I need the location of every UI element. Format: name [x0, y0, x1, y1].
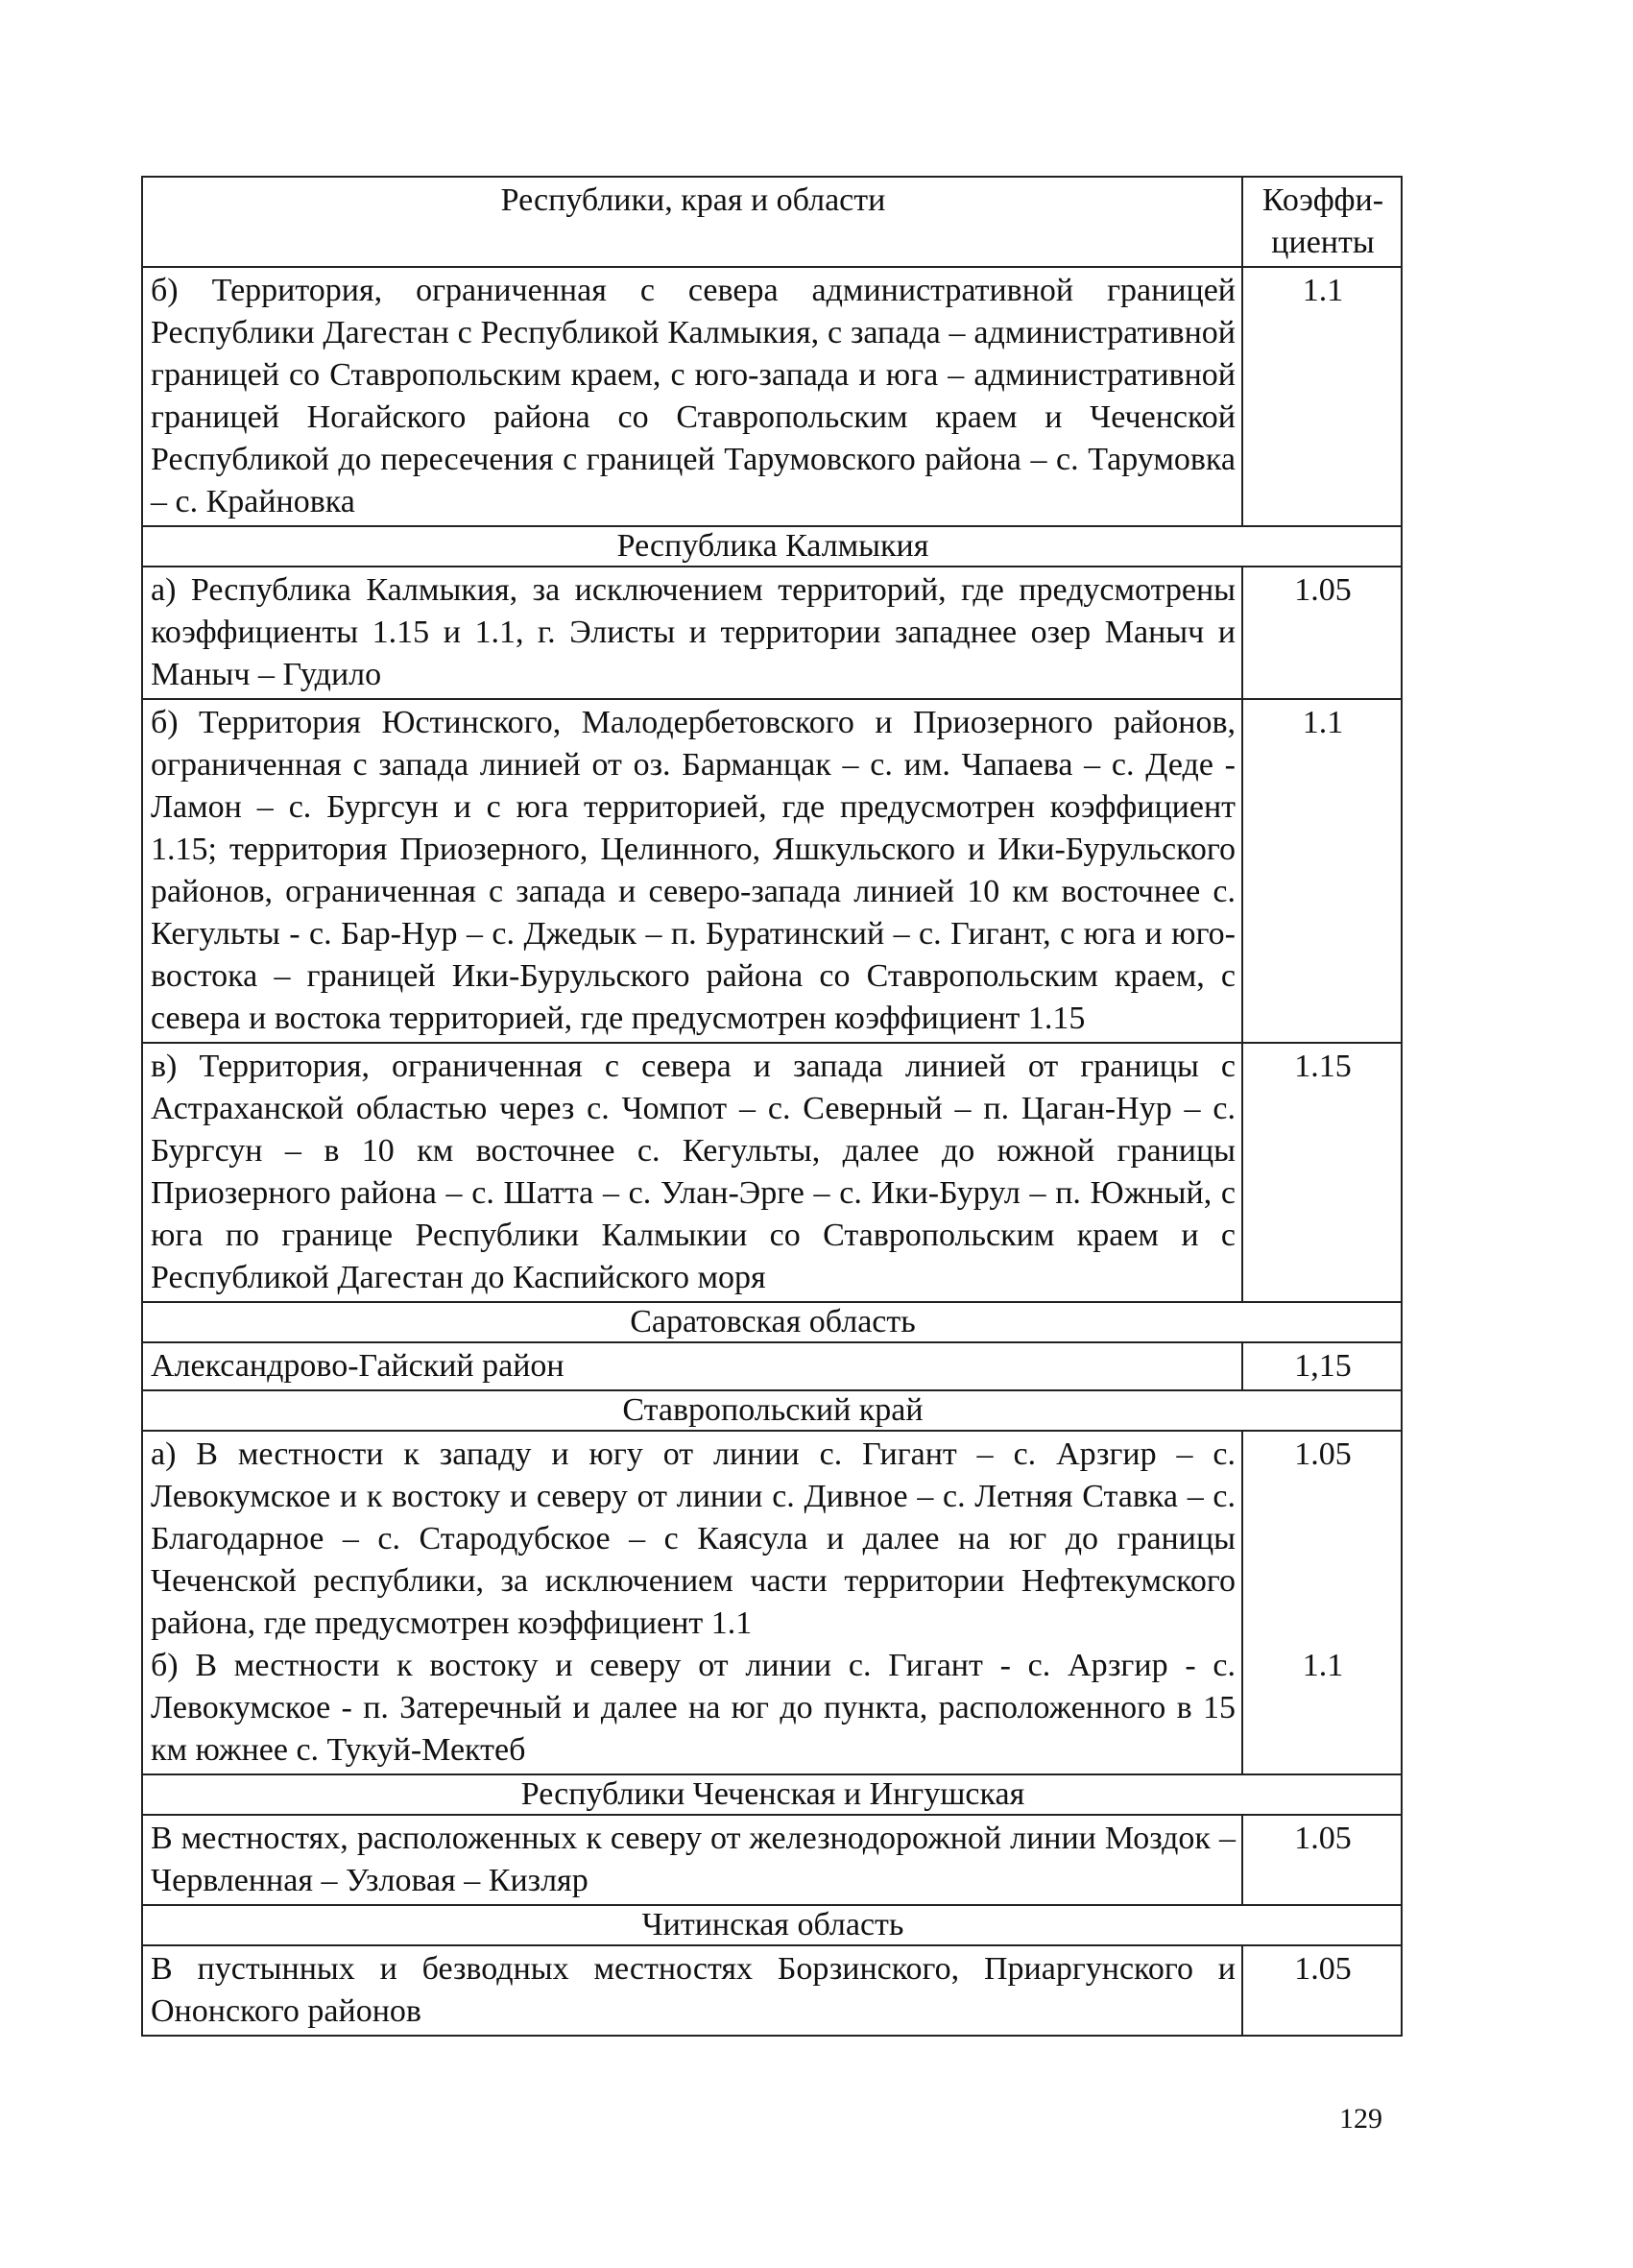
table-row	[142, 1815, 1402, 1905]
table-header-row	[142, 177, 1402, 267]
coefficient-value: 1.1	[1242, 267, 1402, 526]
table-section-row	[142, 526, 1402, 567]
page-number: 129	[1339, 2103, 1382, 2135]
territory-description: б) Территория Юстинского, Малодербетовского и Приозерного районов, ограниченная с запада линией от оз. Барманцак – с. им. Чапаева – с. Деде - Ламон – с. Бургсун и с юга территорией, где предусмотрен коэффициент 1.15; территория Приозерного, Целинного, Яшкульского и Ики-Бурульского районов, ограниченная с запада и северо-запада линией 10 км восточнее с. Кегульты - с. Бар-Нур – с. Джедык – п. Буратинский – с. Гигант, с юга и юго-востока – границей Ики-Бурульского района со Ставропольским краем, с севера и востока территорией, где предусмотрен коэффициент 1.15	[142, 699, 1242, 1043]
territory-description: а) Республика Калмыкия, за исключением территорий, где предусмотрены коэффициенты 1.15 и 1.1, г. Элисты и территории западнее озер Маныч и Маныч – Гудило	[142, 567, 1242, 699]
territory-description: а) В местности к западу и югу от линии с. Гигант – с. Арзгир – с. Левокумское и к востоку и северу от линии с. Дивное – с. Летняя Ставка – с. Благодарное – с. Стародубское – с Каясула и далее на юг до границы Чеченской республики, за исключением части территории Нефтекумского района, где предусмотрен коэффициент 1.1 б) В местности к востоку и северу от линии с. Гигант - с. Арзгир - с. Левокумское - п. Затеречный и далее на юг до пункта, расположенного в 15 км южнее с. Тукуй-Мектеб	[142, 1431, 1242, 1774]
table-row	[142, 1342, 1402, 1390]
header-coefficients	[1242, 177, 1402, 267]
coefficient-value: 1.15	[1242, 1043, 1402, 1302]
section-title: Саратовская область	[142, 1302, 1402, 1342]
territory-description: В местностях, расположенных к северу от железнодорожной линии Моздок – Червленная – Узловая – Кизляр	[142, 1815, 1242, 1905]
coefficient-value: 1.1	[1242, 699, 1402, 1043]
header-regions: Республики, края и области	[142, 177, 1242, 267]
table-row	[142, 267, 1402, 526]
table-section-row	[142, 1390, 1402, 1431]
table-section-row	[142, 1774, 1402, 1815]
table-section-row	[142, 1905, 1402, 1945]
coefficient-value: 1.05	[1242, 1945, 1402, 2036]
table-section-row	[142, 1302, 1402, 1342]
table-row	[142, 567, 1402, 699]
territory-description: в) Территория, ограниченная с севера и запада линией от границы с Астраханской областью через с. Чомпот – с. Северный – п. Цаган-Нур – с. Бургсун – в 10 км восточнее с. Кегульты, далее до южной границы Приозерного района – с. Шатта – с. Улан-Эрге – с. Ики-Бурул – п. Южный, с юга по границе Республики Калмыкии со Ставропольским краем и с Республикой Дагестан до Каспийского моря	[142, 1043, 1242, 1302]
coefficient-value: 1.05	[1242, 567, 1402, 699]
section-title: Ставропольский край	[142, 1390, 1402, 1431]
section-title: Республики Чеченская и Ингушская	[142, 1774, 1402, 1815]
header-coefficients-text: Коэффи- циенты	[1261, 182, 1384, 260]
table-row	[142, 1945, 1402, 2036]
table-row	[142, 699, 1402, 1043]
territory-description: В пустынных и безводных местностях Борзинского, Приаргунского и Ононского районов	[142, 1945, 1242, 2036]
section-title: Читинская область	[142, 1905, 1402, 1945]
coefficient-value: 1.05 1.1	[1242, 1431, 1402, 1774]
territory-description: б) Территория, ограниченная с севера административной границей Республики Дагестан с Республикой Калмыкия, с запада – административной границей со Ставропольским краем, с юго-запада и юга – административной границей Ногайского района со Ставропольским краем и Чеченской Республикой до пересечения с границей Тарумовского района – с. Тарумовка – с. Крайновка	[142, 267, 1242, 526]
section-title: Республика Калмыкия	[142, 526, 1402, 567]
table-row	[142, 1043, 1402, 1302]
territory-description: Александрово-Гайский район	[142, 1342, 1242, 1390]
table-row	[142, 1431, 1402, 1774]
coefficient-value: 1,15	[1242, 1342, 1402, 1390]
table-body	[142, 267, 1402, 2036]
coefficient-value: 1.05	[1242, 1815, 1402, 1905]
coefficients-table	[141, 176, 1403, 2037]
